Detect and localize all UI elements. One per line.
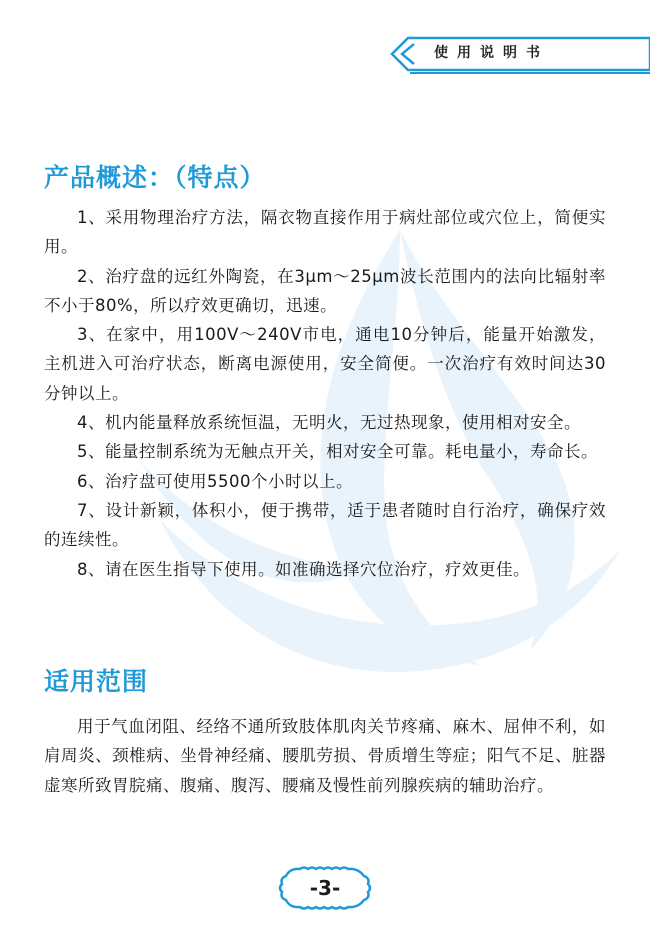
- feature-item: 4、机内能量释放系统恒温，无明火，无过热现象，使用相对安全。: [77, 413, 581, 433]
- feature-item: 8、请在医生指导下使用。如准确选择穴位治疗，疗效更佳。: [77, 559, 530, 579]
- features-heading: 产品概述：（特点）: [44, 163, 266, 192]
- features-list: [44, 203, 606, 584]
- scope-heading: 适用范围: [44, 667, 149, 696]
- page-number: -3-: [309, 876, 341, 900]
- page-number-badge: [278, 866, 372, 910]
- feature-item: 1、采用物理治疗方法，隔衣物直接作用于病灶部位或穴位上，简便实用。: [44, 208, 606, 257]
- feature-item: 2、治疗盘的远红外陶瓷，在3μm～25μm波长范围内的法向比辐射率不小于80%，所以疗效更确切，迅速。: [44, 266, 606, 315]
- feature-item: 5、能量控制系统为无触点开关，相对安全可靠。耗电量小，寿命长。: [77, 442, 598, 462]
- feature-item: 3、在家中，用100V～240V市电，通电10分钟后，能量开始激发，主机进入可治疗状态，断离电源使用，安全简便。一次治疗有效时间达30分钟以上。: [44, 325, 606, 403]
- scope-text: 用于气血闭阻、经络不通所致肢体肌肉关节疼痛、麻木、屈伸不利，如肩周炎、颈椎病、坐骨神经痛、腰肌劳损、骨质增生等症；阳气不足、脏器虚寒所致胃脘痛、腹痛、腹泻、腰痛及慢性前列腺疾病的辅助治疗。: [44, 717, 606, 795]
- feature-item: 7、设计新颖，体积小，便于携带，适于患者随时自行治疗，确保疗效的连续性。: [44, 500, 606, 550]
- header-tab: [390, 36, 650, 74]
- scope-section: [44, 712, 606, 800]
- feature-item: 6、治疗盘可使用5500个小时以上。: [77, 471, 353, 491]
- header-title: 使用说明书: [434, 45, 549, 61]
